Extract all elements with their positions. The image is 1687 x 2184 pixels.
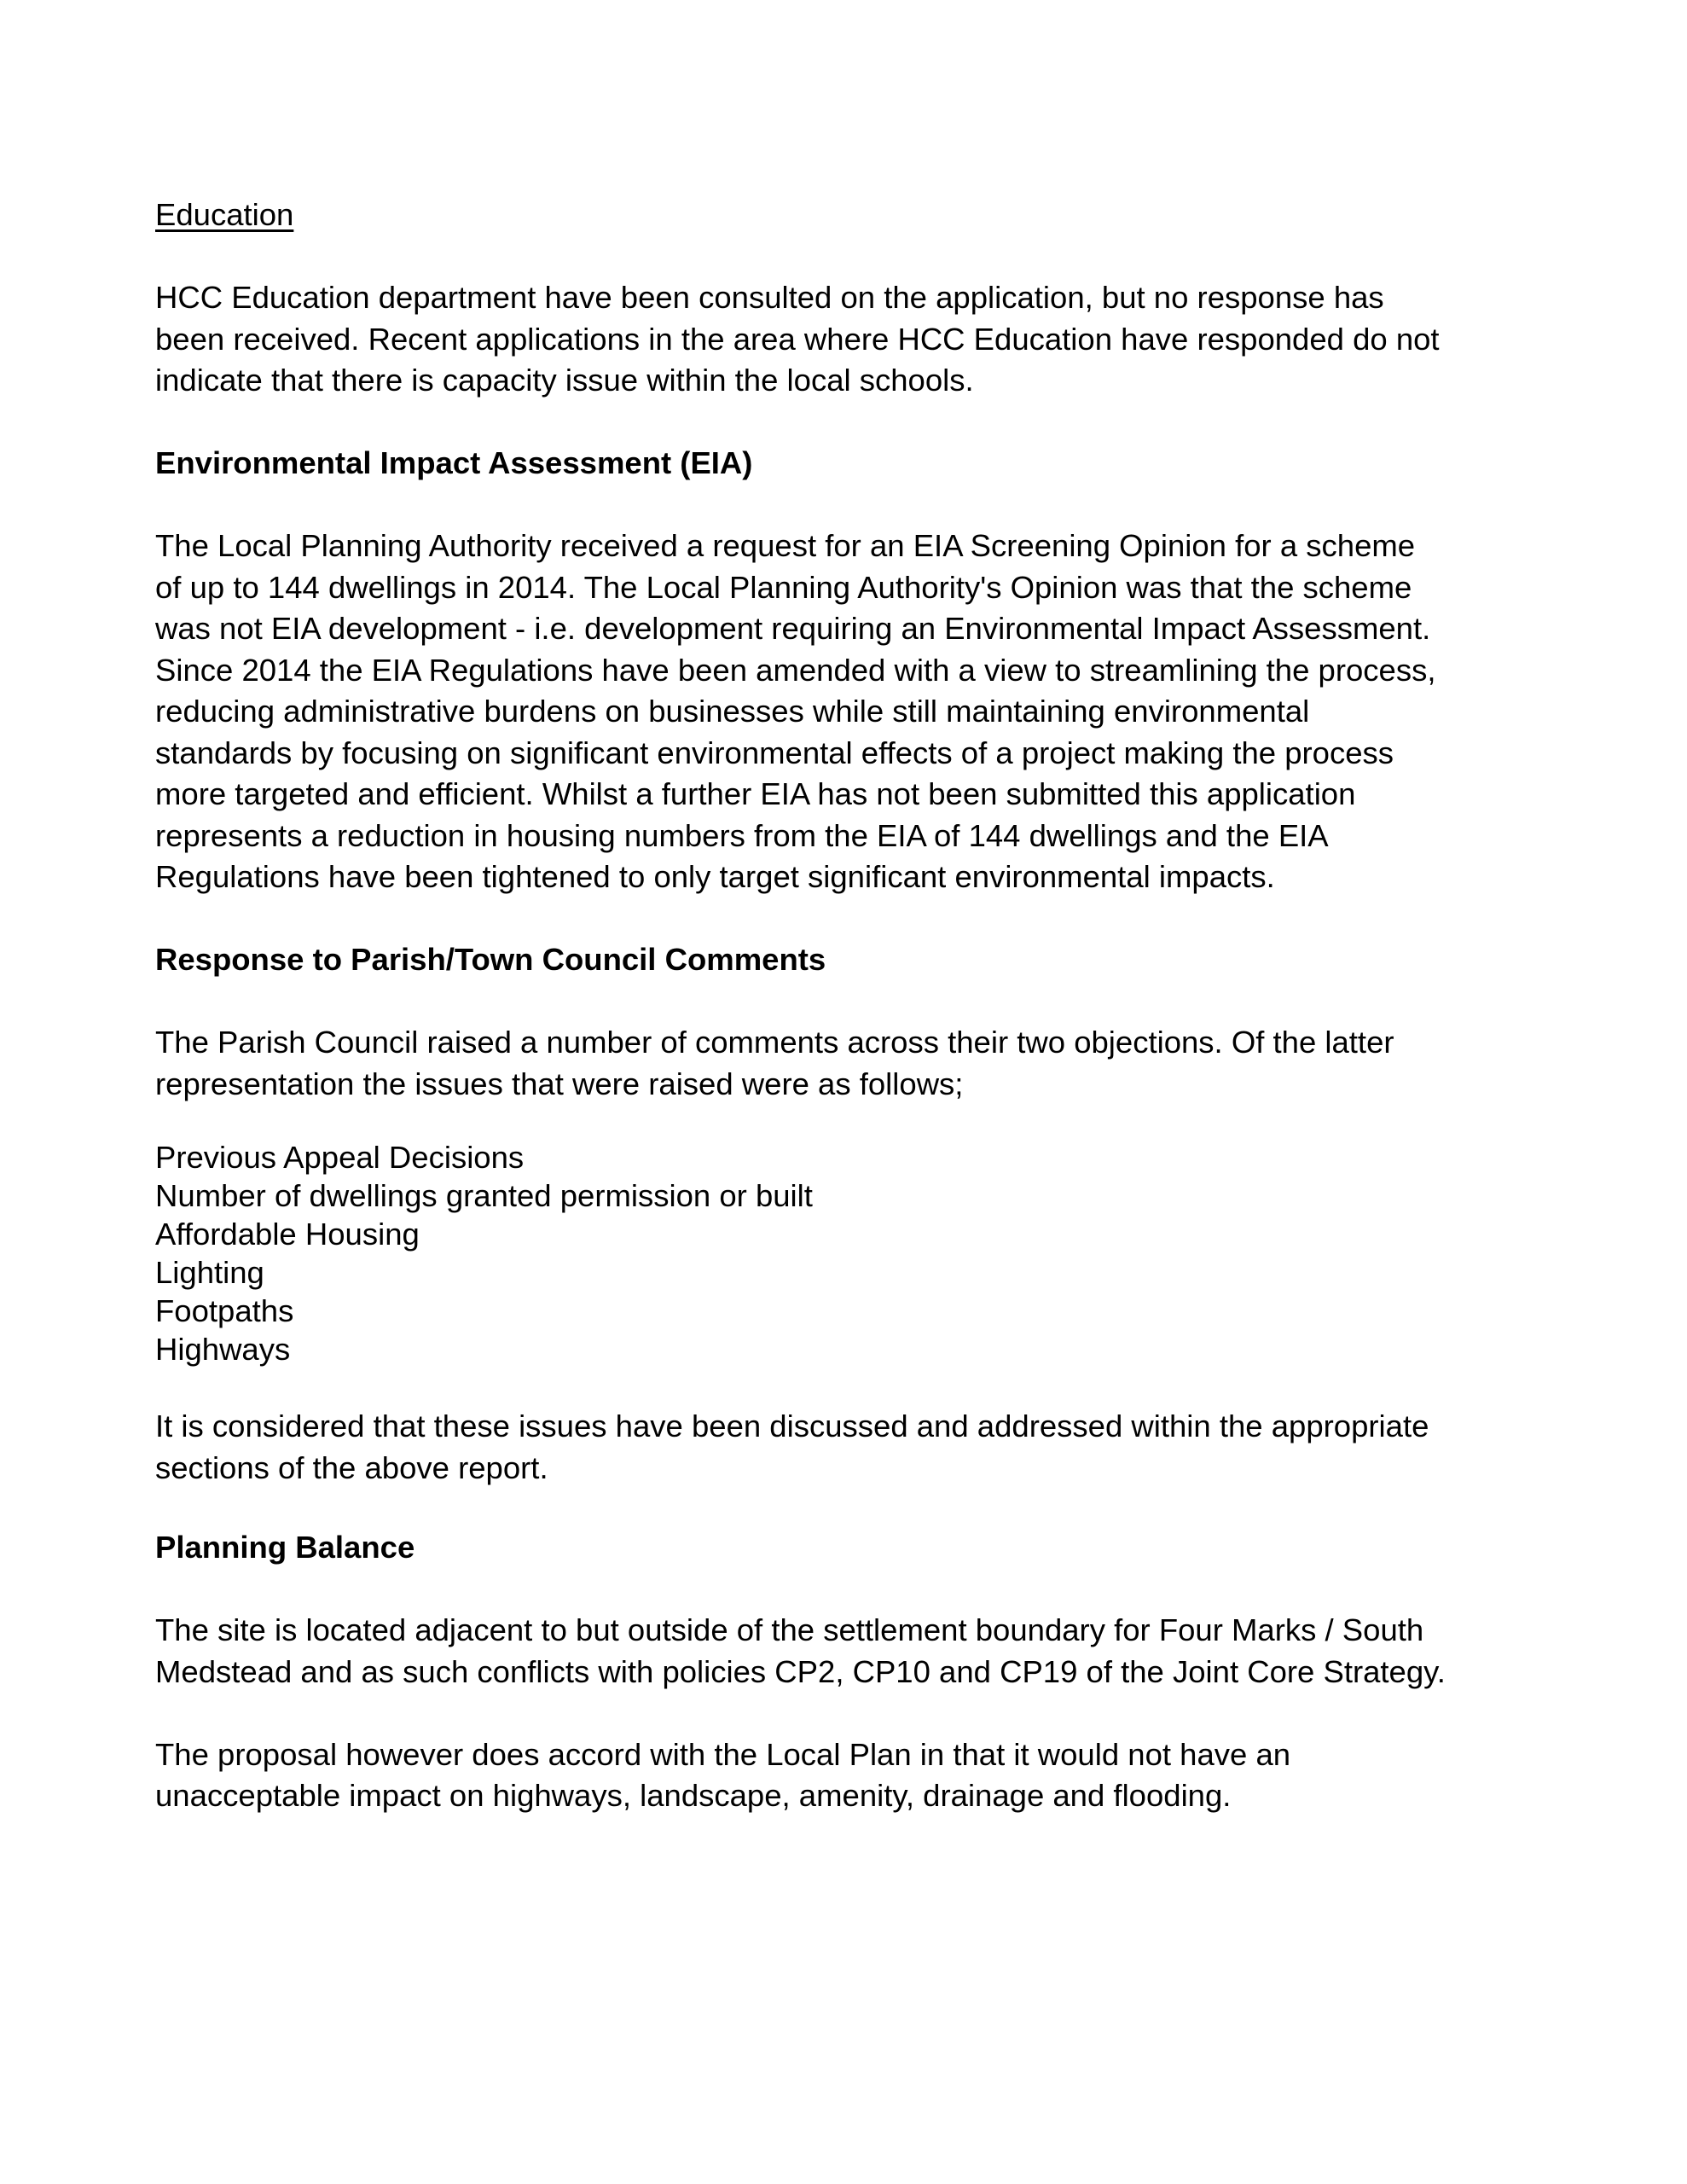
education-paragraph: HCC Education department have been consulted on the application, but no response has been received. Recent applications in the area where HCC Education have responded do not indicate that there is capacity issue within the local schools. xyxy=(155,280,1440,398)
list-item: Number of dwellings granted permission or built xyxy=(155,1178,813,1213)
list-item: Lighting xyxy=(155,1255,264,1290)
planning-balance-heading: Planning Balance xyxy=(155,1530,415,1565)
planning-balance-paragraph-2: The proposal however does accord with the Local Plan in that it would not have an unacceptable impact on highways, landscape, amenity, drainage and flooding. xyxy=(155,1736,1291,1813)
parish-conclusion: It is considered that these issues have been discussed and addressed within the appropriate sections of the above report. xyxy=(155,1409,1429,1485)
spacer xyxy=(155,1105,1554,1138)
spacer xyxy=(155,1569,1554,1611)
spacer xyxy=(155,236,1554,278)
spacer xyxy=(155,1693,1554,1734)
spacer xyxy=(155,898,1554,940)
parish-heading: Response to Parish/Town Council Comments xyxy=(155,942,826,977)
eia-paragraph: The Local Planning Authority received a request for an EIA Screening Opinion for a scheme of up to 144 dwellings in 2014. The Local Planning Authority's Opinion was that the scheme was not EIA development - i.e. development requiring an Environmental Impact Assessment. Since 2014 the EIA Regulations have been amended with a view to streamlining the process, reducing administrative burdens on businesses while still maintaining environmental standards by focusing on significant environmental effects of a project making the process more targeted and efficient. Whilst a further EIA has not been submitted this application represents a reduction in housing numbers from the EIA of 144 dwellings and the EIA Regulations have been tightened to only target significant environmental impacts. xyxy=(155,528,1436,894)
list-item: Footpaths xyxy=(155,1293,294,1328)
list-item: Affordable Housing xyxy=(155,1217,420,1252)
spacer xyxy=(155,1489,1554,1527)
parish-paragraph: The Parish Council raised a number of comments across their two objections. Of the latter representation the issues that were raised were as follows; xyxy=(155,1025,1394,1101)
parish-issues-list xyxy=(155,1138,1554,1368)
spacer xyxy=(155,402,1554,444)
spacer xyxy=(155,981,1554,1023)
list-item: Previous Appeal Decisions xyxy=(155,1140,525,1175)
document-page xyxy=(155,195,1554,1817)
planning-balance-paragraph-1: The site is located adjacent to but outside of the settlement boundary for Four Marks / South Medstead and as such conflicts with policies CP2, CP10 and CP19 of the Joint Core Strategy. xyxy=(155,1612,1446,1689)
list-item: Highways xyxy=(155,1332,291,1367)
education-heading: Education xyxy=(155,197,294,232)
eia-heading: Environmental Impact Assessment (EIA) xyxy=(155,445,753,480)
spacer xyxy=(155,485,1554,526)
spacer xyxy=(155,1368,1554,1406)
